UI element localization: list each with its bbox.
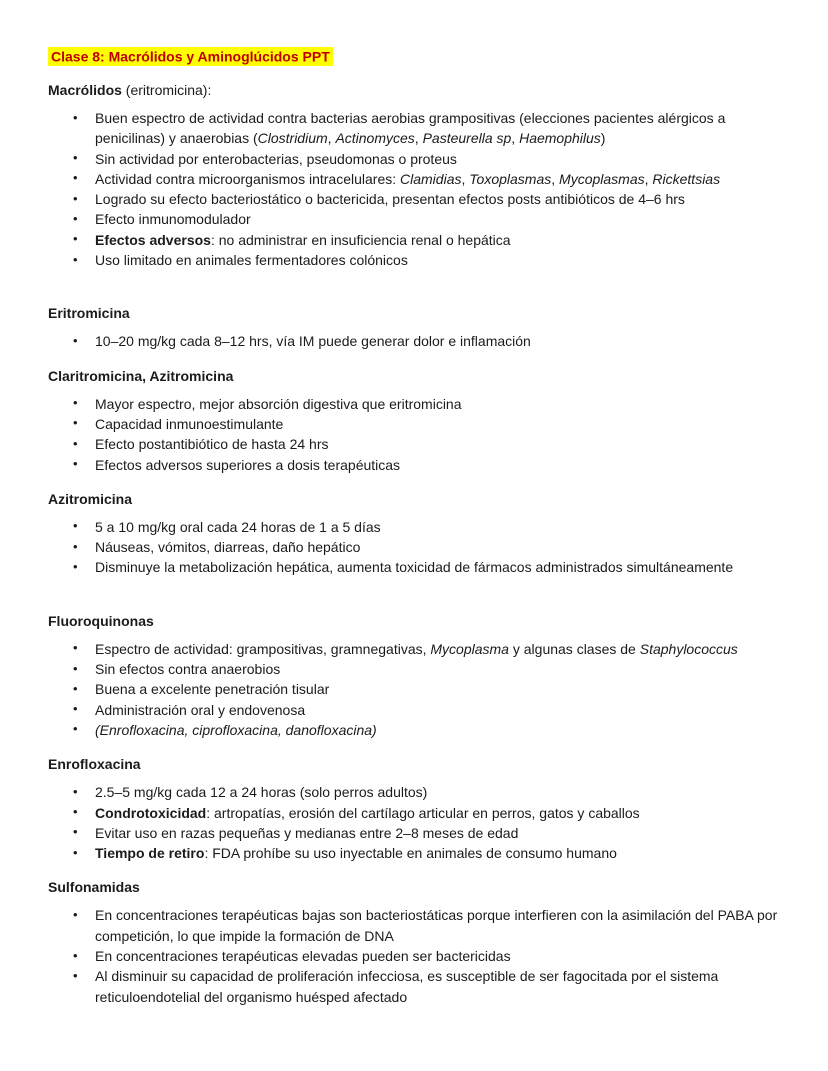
bullet-icon: • xyxy=(73,844,78,860)
bullet-icon: • xyxy=(73,109,78,125)
bullet-icon: • xyxy=(73,231,78,247)
bullet-icon: • xyxy=(73,721,78,737)
text-run: Staphylococcus xyxy=(639,640,738,657)
bullet-item xyxy=(71,946,790,966)
text-run: Mycoplasmas xyxy=(559,170,645,187)
bullet-item xyxy=(71,331,790,351)
text-run: Efecto inmunomodulador xyxy=(95,211,251,228)
bullet-item xyxy=(71,108,790,149)
bullet-item xyxy=(71,720,790,740)
bullet-icon: • xyxy=(73,456,78,472)
text-run: ) xyxy=(600,130,606,147)
text-run: , xyxy=(511,130,520,147)
text-run: y algunas clases de xyxy=(508,640,640,657)
bullet-icon: • xyxy=(73,190,78,206)
text-run: Mayor espectro, mejor absorción digestiva que eritromicina xyxy=(95,395,462,412)
bullet-icon: • xyxy=(73,538,78,554)
text-run: Actinomyces xyxy=(335,130,415,147)
text-run: 10–20 mg/kg cada 8–12 hrs, vía IM puede generar dolor e inflamación xyxy=(95,333,531,350)
sections-container xyxy=(48,80,790,1007)
bullet-list xyxy=(48,331,790,351)
text-run: (eritromicina): xyxy=(121,82,212,98)
bullet-list xyxy=(48,782,790,863)
document-title xyxy=(48,46,790,66)
bullet-icon: • xyxy=(73,150,78,166)
bullet-item xyxy=(71,394,790,414)
bullet-icon: • xyxy=(73,518,78,534)
text-run: , xyxy=(461,170,470,187)
bullet-item xyxy=(71,700,790,720)
text-run: : no administrar en insuficiencia renal o hepática xyxy=(210,231,511,248)
text-run: Efectos adversos xyxy=(95,231,211,248)
text-run: Administración oral y endovenosa xyxy=(95,701,306,718)
text-run: Efectos adversos superiores a dosis terapéuticas xyxy=(95,456,401,473)
text-run: Haemophilus xyxy=(519,130,601,147)
bullet-item xyxy=(71,149,790,169)
text-run: Fluoroquinonas xyxy=(48,612,154,629)
bullet-icon: • xyxy=(73,804,78,820)
bullet-icon: • xyxy=(73,395,78,411)
text-run: , xyxy=(414,130,423,147)
text-run: , xyxy=(327,130,336,147)
text-run: Disminuye la metabolización hepática, aumenta toxicidad de fármacos administrados simultáneamente xyxy=(95,559,734,576)
bullet-icon: • xyxy=(73,332,78,348)
bullet-item xyxy=(71,230,790,250)
bullet-item xyxy=(71,537,790,557)
bullet-item xyxy=(71,189,790,209)
text-run: Condrotoxicidad xyxy=(95,804,207,821)
bullet-icon: • xyxy=(73,783,78,799)
section-heading xyxy=(48,489,790,509)
document-title-text: Clase 8: Macrólidos y Aminoglúcidos PPT xyxy=(48,47,333,66)
bullet-item xyxy=(71,966,790,1007)
bullet-icon: • xyxy=(73,967,78,983)
text-run: Mycoplasma xyxy=(430,640,509,657)
bullet-icon: • xyxy=(73,558,78,574)
bullet-list xyxy=(48,517,790,578)
bullet-item xyxy=(71,659,790,679)
text-run: Tiempo de retiro xyxy=(95,845,205,862)
bullet-item xyxy=(71,803,790,823)
bullet-icon: • xyxy=(73,947,78,963)
text-run: Espectro de actividad: grampositivas, gramnegativas, xyxy=(95,640,431,657)
bullet-icon: • xyxy=(73,435,78,451)
text-run: Uso limitado en animales fermentadores colónicos xyxy=(95,252,408,269)
bullet-item xyxy=(71,517,790,537)
bullet-icon: • xyxy=(73,640,78,656)
bullet-list xyxy=(48,394,790,475)
bullet-item xyxy=(71,250,790,270)
text-run: Sulfonamidas xyxy=(48,879,140,896)
section-heading xyxy=(48,303,790,323)
text-run: 5 a 10 mg/kg oral cada 24 horas de 1 a 5 días xyxy=(95,518,381,535)
bullet-list xyxy=(48,639,790,740)
bullet-icon: • xyxy=(73,824,78,840)
text-run: Buena a excelente penetración tisular xyxy=(95,681,330,698)
bullet-icon: • xyxy=(73,251,78,267)
bullet-icon: • xyxy=(73,170,78,186)
bullet-icon: • xyxy=(73,415,78,431)
bullet-icon: • xyxy=(73,210,78,226)
bullet-item xyxy=(71,434,790,454)
text-run: Sin efectos contra anaerobios xyxy=(95,661,281,678)
text-run: Náuseas, vómitos, diarreas, daño hepático xyxy=(95,539,361,556)
section xyxy=(48,489,790,578)
text-run: Buen espectro de actividad contra bacterias aerobias grampositivas (elecciones pacientes alérgicos a penicilinas) y anaerobias ( xyxy=(95,110,726,147)
text-run: Al disminuir su capacidad de proliferación infecciosa, es susceptible de ser fagocitada por el sistema reticuloendotelial del organismo huésped afectado xyxy=(95,968,719,1005)
text-run: Enrofloxacina xyxy=(48,756,141,773)
text-run: (Enrofloxacina, ciprofloxacina, danofloxacina) xyxy=(95,721,377,738)
bullet-item xyxy=(71,169,790,189)
text-run: Macrólidos xyxy=(48,82,122,98)
bullet-item xyxy=(71,782,790,802)
bullet-item xyxy=(71,455,790,475)
text-run: Pasteurella sp xyxy=(422,130,512,147)
text-run: En concentraciones terapéuticas bajas son bacteriostáticas porque interfieren con la asimilación del PABA por competición, lo que impide la formación de DNA xyxy=(95,907,778,944)
text-run: Azitromicina xyxy=(48,490,133,507)
section-heading xyxy=(48,366,790,386)
text-run: Claritromicina, Azitromicina xyxy=(48,367,234,384)
bullet-list xyxy=(48,905,790,1006)
text-run: Logrado su efecto bacteriostático o bactericida, presentan efectos posts antibióticos de 4–6 hrs xyxy=(95,191,685,208)
section xyxy=(48,366,790,475)
section-heading xyxy=(48,611,790,631)
bullet-item xyxy=(71,905,790,946)
bullet-icon: • xyxy=(73,906,78,922)
section xyxy=(48,80,790,270)
text-run: , xyxy=(644,170,653,187)
text-run: Eritromicina xyxy=(48,305,130,322)
bullet-item xyxy=(71,209,790,229)
bullet-item xyxy=(71,557,790,577)
text-run: Efecto postantibiótico de hasta 24 hrs xyxy=(95,436,329,453)
text-run: Capacidad inmunoestimulante xyxy=(95,415,284,432)
section-heading xyxy=(48,877,790,897)
text-run: : FDA prohíbe su uso inyectable en animales de consumo humano xyxy=(204,845,617,862)
text-run: Evitar uso en razas pequeñas y medianas entre 2–8 meses de edad xyxy=(95,824,519,841)
text-run: Clamidias xyxy=(400,170,462,187)
text-run: , xyxy=(551,170,560,187)
text-run: : artropatías, erosión del cartílago articular en perros, gatos y caballos xyxy=(206,804,640,821)
text-run: 2.5–5 mg/kg cada 12 a 24 horas (solo perros adultos) xyxy=(95,784,428,801)
text-run: Rickettsias xyxy=(652,170,721,187)
text-run: Toxoplasmas xyxy=(469,170,552,187)
section xyxy=(48,611,790,740)
section-heading xyxy=(48,80,790,100)
bullet-item xyxy=(71,843,790,863)
section xyxy=(48,754,790,863)
bullet-list xyxy=(48,108,790,270)
bullet-item xyxy=(71,823,790,843)
bullet-item xyxy=(71,414,790,434)
text-run: En concentraciones terapéuticas elevadas pueden ser bactericidas xyxy=(95,948,511,965)
text-run: Sin actividad por enterobacterias, pseudomonas o proteus xyxy=(95,150,457,167)
bullet-icon: • xyxy=(73,701,78,717)
section-heading xyxy=(48,754,790,774)
bullet-item xyxy=(71,639,790,659)
section xyxy=(48,303,790,351)
text-run: Actividad contra microorganismos intracelulares: xyxy=(95,170,401,187)
bullet-icon: • xyxy=(73,680,78,696)
text-run: Clostridium xyxy=(257,130,328,147)
bullet-icon: • xyxy=(73,660,78,676)
bullet-item xyxy=(71,679,790,699)
section xyxy=(48,877,790,1006)
